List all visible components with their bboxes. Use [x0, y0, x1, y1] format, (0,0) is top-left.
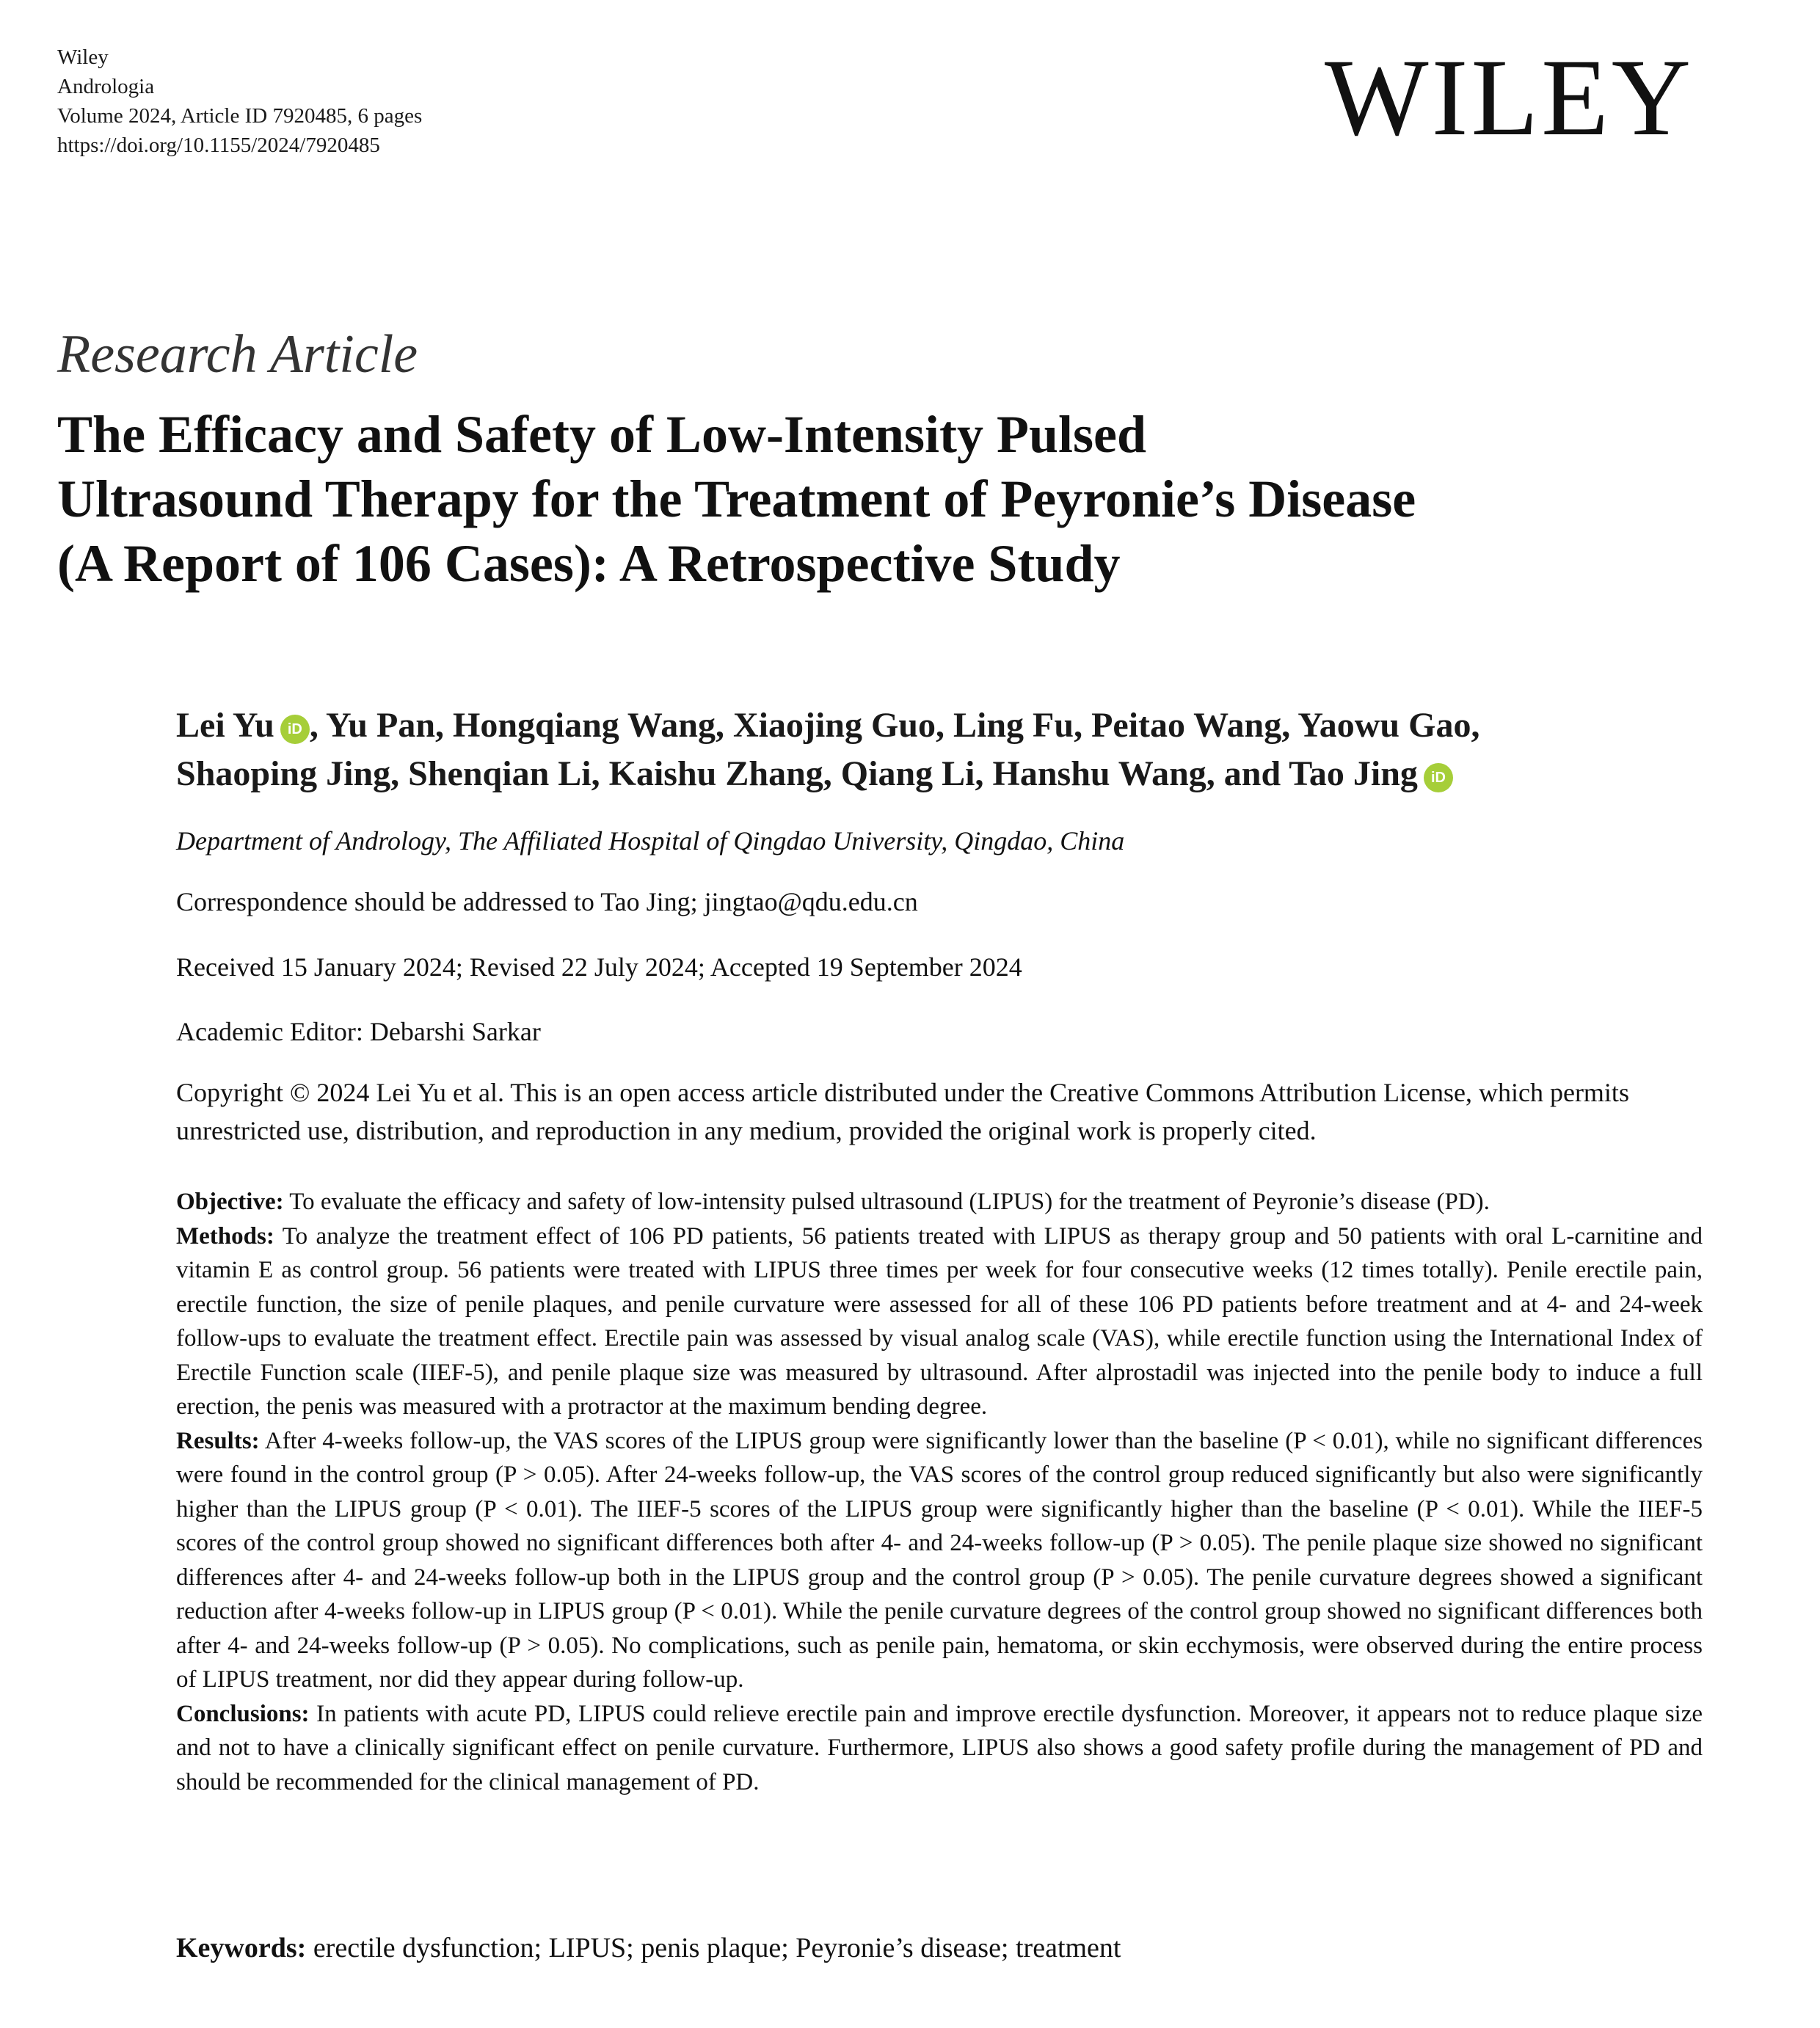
- journal-meta: [57, 43, 422, 160]
- affiliation: Department of Andrology, The Affiliated Hospital of Qingdao University, Qingdao, China: [176, 826, 1125, 856]
- article-type: Research Article: [57, 324, 418, 384]
- conclusions-label: Conclusions:: [176, 1700, 310, 1727]
- abstract-objective: [176, 1185, 1703, 1219]
- title-line: The Efficacy and Safety of Low-Intensity Pulsed: [57, 405, 1147, 464]
- author-list: [176, 701, 1739, 798]
- doi-link[interactable]: https://doi.org/10.1155/2024/7920485: [57, 134, 380, 157]
- objective-text: To evaluate the efficacy and safety of low-intensity pulsed ultrasound (LIPUS) for the treatment of Peyronie’s disease (PD).: [283, 1189, 1490, 1215]
- article-title: [57, 402, 1760, 596]
- orcid-icon[interactable]: iD: [1424, 763, 1453, 792]
- methods-text: To analyze the treatment effect of 106 PD patients, 56 patients treated with LIPUS as therapy group and 50 patients with oral L-carnitine and vitamin E as control group. 56 patients were treated with LIPUS three times per week for four consecutive weeks (12 times totally). Penile erectile pain, erectile function, the size of penile plaques, and penile curvature were assessed for all of these 106 PD patients before treatment and at 4- and 24-week follow-ups to evaluate the treatment effect. Erectile pain was assessed by visual analog scale (VAS), while erectile function using the International Index of Erectile Function scale (IIEF-5), and penile plaque size was measured by ultrasound. After alprostadil was injected into the penile body to induce a full erection, the penis was measured with a protractor at the maximum bending degree.: [176, 1222, 1703, 1420]
- author-first[interactable]: Lei Yu: [176, 706, 274, 745]
- title-line: (A Report of 106 Cases): A Retrospective Study: [57, 534, 1121, 593]
- volume-info: Volume 2024, Article ID 7920485, 6 pages: [57, 104, 423, 128]
- publication-dates: Received 15 January 2024; Revised 22 July 2024; Accepted 19 September 2024: [176, 952, 1022, 982]
- correspondence: Correspondence should be addressed to Tao Jing; jingtao@qdu.edu.cn: [176, 887, 918, 916]
- academic-editor: Academic Editor: Debarshi Sarkar: [176, 1017, 541, 1046]
- publisher-name: Wiley: [57, 45, 109, 69]
- wiley-logo: WILEY: [1325, 37, 1695, 158]
- author-line: [176, 750, 1739, 798]
- journal-name: Andrologia: [57, 75, 155, 98]
- author-line: [176, 701, 1739, 750]
- author-names: , Yu Pan, Hongqiang Wang, Xiaojing Guo, Ling Fu, Peitao Wang, Yaowu Gao,: [309, 706, 1480, 745]
- results-text: After 4-weeks follow-up, the VAS scores of the LIPUS group were significantly lower than the baseline (P < 0.01), while no significant differences were found in the control group (P > 0.05). After 24-weeks follow-up, the VAS scores of the control group reduced significantly but also were significantly higher than the LIPUS group (P < 0.01). The IIEF-5 scores of the LIPUS group were significantly higher than the baseline (P < 0.01). While the IIEF-5 scores of the control group showed no significant differences both after 4- and 24-weeks follow-up (P > 0.05). The penile plaque size showed no significant differences after 4- and 24-weeks follow-up both in the LIPUS group and the control group (P > 0.05). The penile curvature degrees showed a significant reduction after 4-weeks follow-up in LIPUS group (P < 0.01). While the penile curvature degrees of the control group showed no significant differences both after 4- and 24-weeks follow-up (P > 0.05). No complications, such as penile pain, hematoma, or skin ecchymosis, were observed during the entire process of LIPUS treatment, nor did they appear during follow-up.: [176, 1427, 1703, 1693]
- abstract-conclusions: [176, 1697, 1703, 1800]
- author-names: Shaoping Jing, Shenqian Li, Kaishu Zhang, Qiang Li, Hanshu Wang, and Tao Jing: [176, 754, 1418, 793]
- keywords-text: erectile dysfunction; LIPUS; penis plaque; Peyronie’s disease; treatment: [306, 1933, 1121, 1963]
- title-line: Ultrasound Therapy for the Treatment of Peyronie’s Disease: [57, 470, 1416, 528]
- keywords-label: Keywords:: [176, 1933, 307, 1963]
- abstract: [176, 1185, 1703, 1799]
- results-label: Results:: [176, 1427, 260, 1454]
- copyright-notice: Copyright © 2024 Lei Yu et al. This is an open access article distributed under the Creative Commons Attribution License, which permits unrestricted use, distribution, and reproduction in any medium, provided the original work is properly cited.: [176, 1078, 1629, 1145]
- methods-label: Methods:: [176, 1222, 274, 1250]
- conclusions-text: In patients with acute PD, LIPUS could relieve erectile pain and improve erectile dysfunction. Moreover, it appears not to reduce plaque size and not to have a clinically significant effect on penile curvature. Furthermore, LIPUS also shows a good safety profile during the management of PD and should be recommended for the clinical management of PD.: [176, 1700, 1703, 1795]
- abstract-methods: [176, 1219, 1703, 1424]
- abstract-results: [176, 1424, 1703, 1697]
- keywords: [176, 1930, 1121, 1966]
- orcid-icon[interactable]: iD: [280, 715, 310, 744]
- objective-label: Objective:: [176, 1189, 284, 1215]
